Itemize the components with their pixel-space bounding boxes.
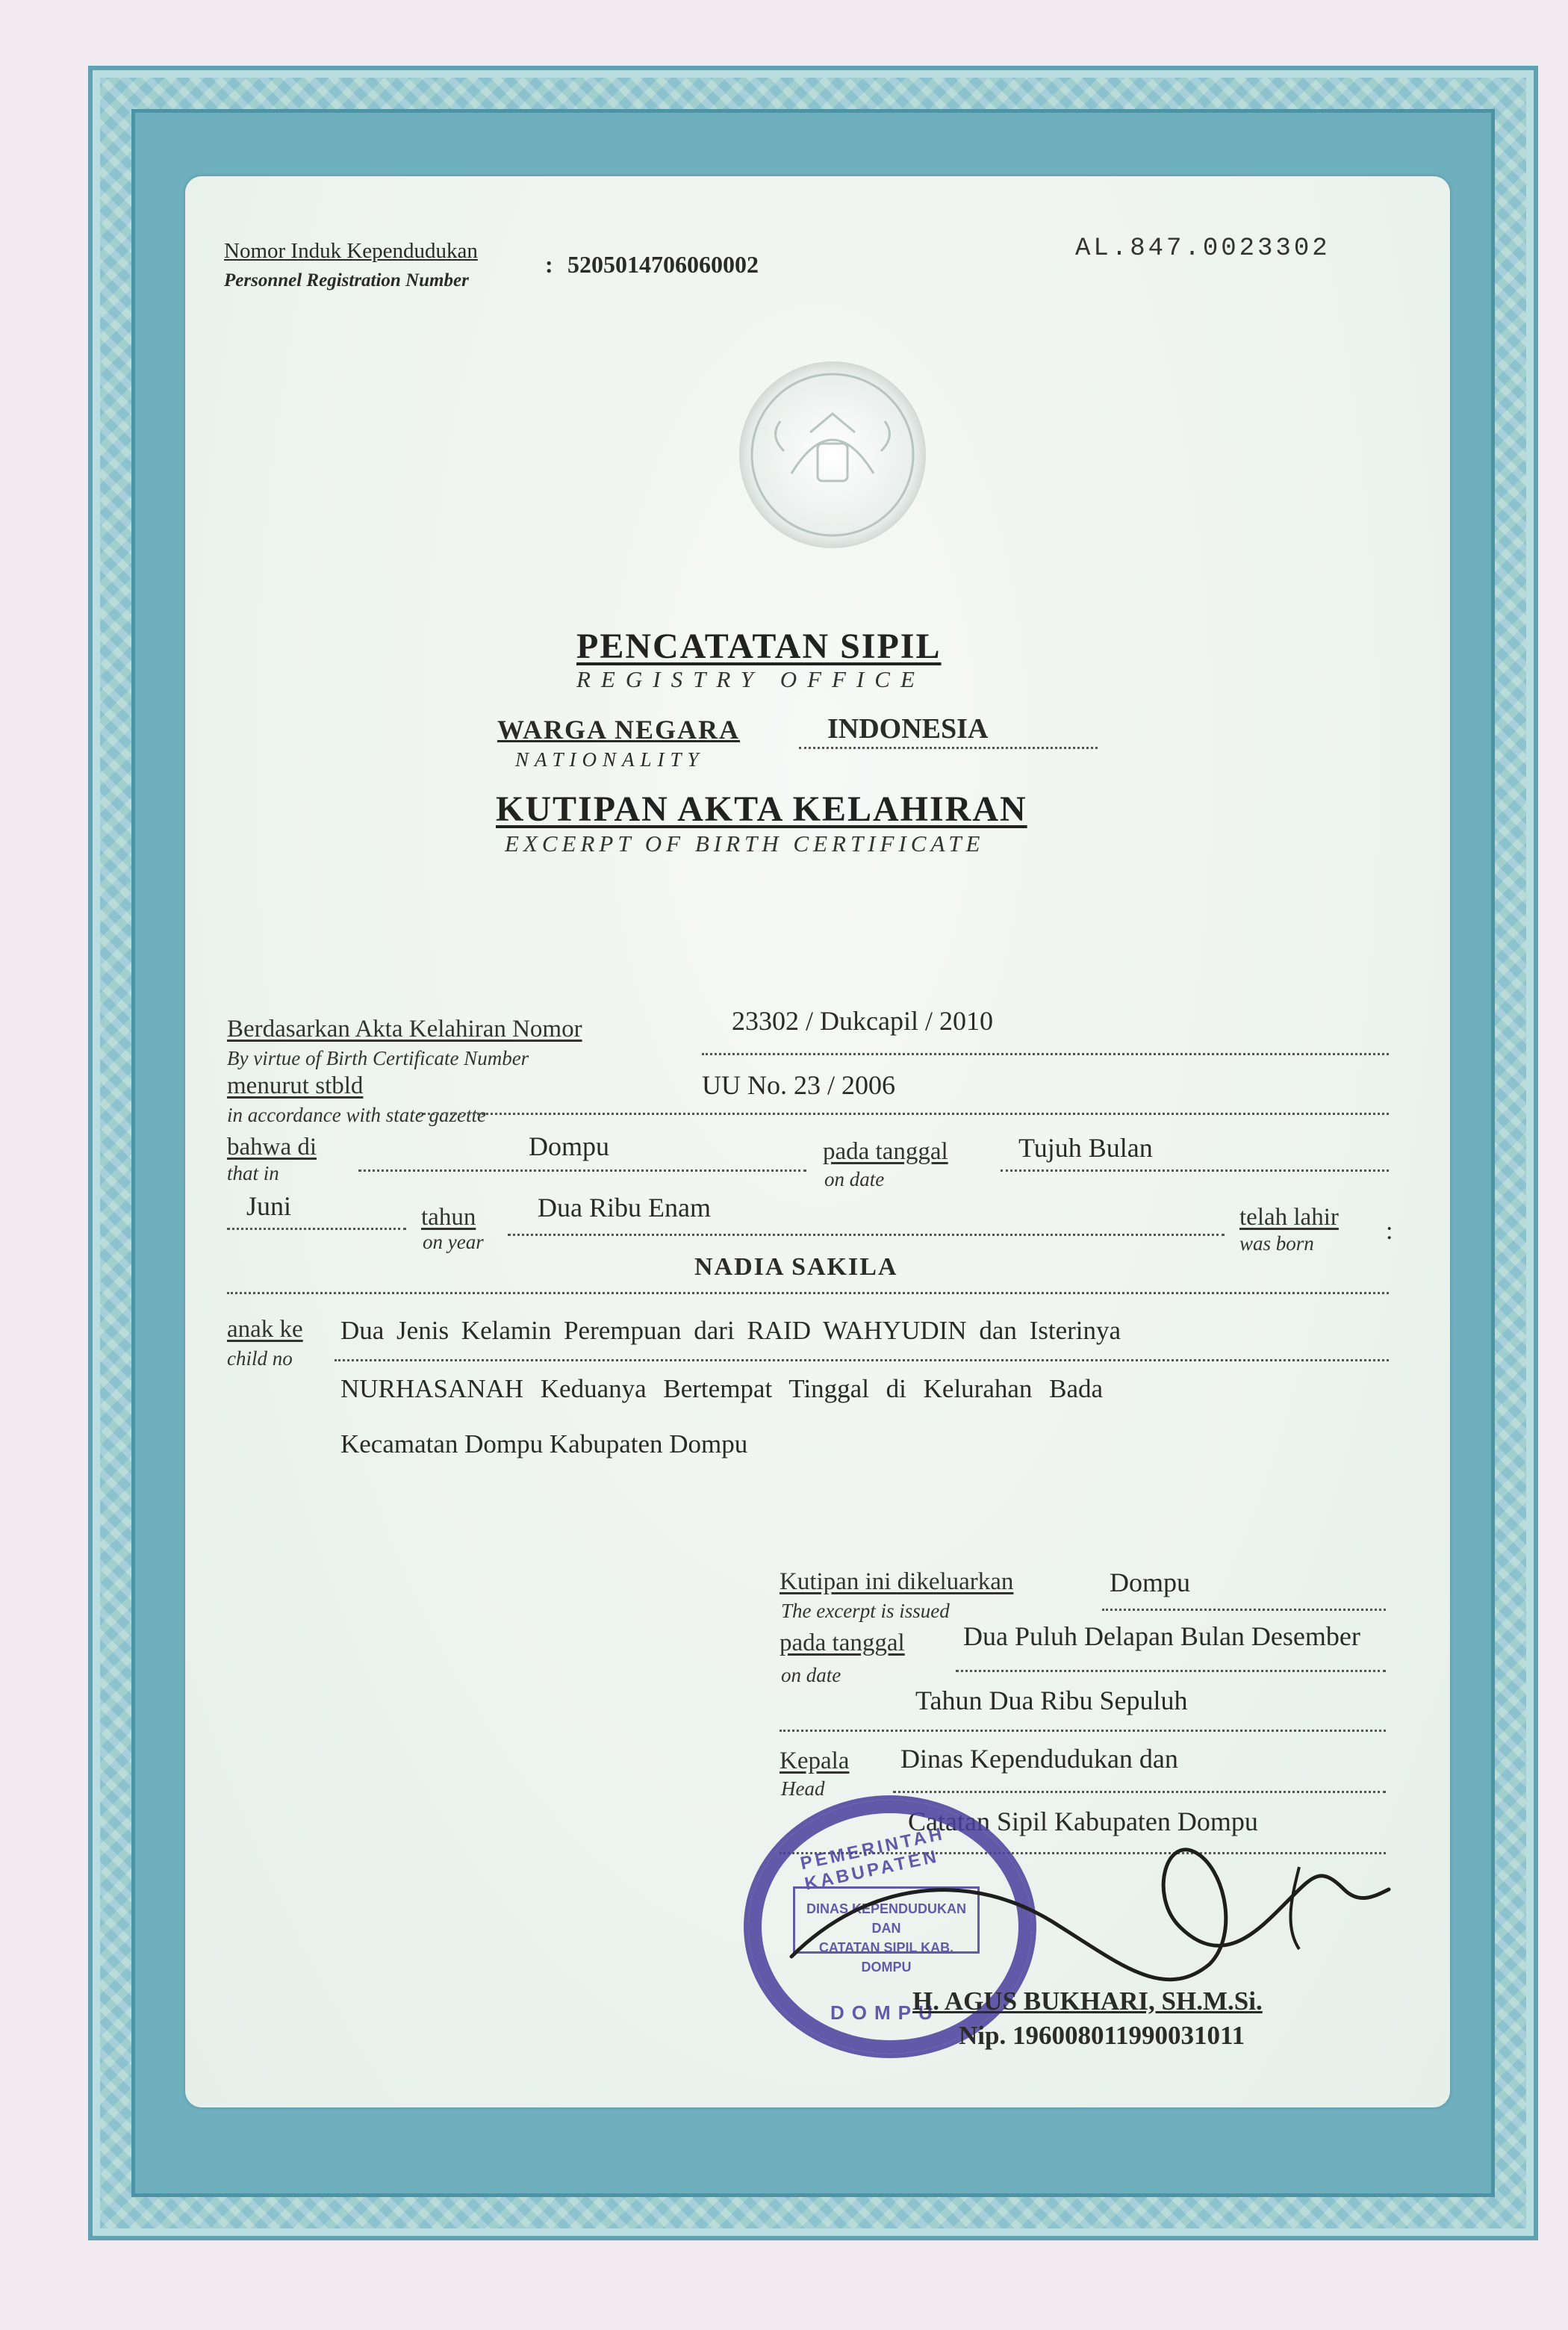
birth-date-value: Tujuh Bulan (1018, 1133, 1153, 1163)
stbld-label: menurut stbld (227, 1072, 364, 1099)
issued-place-dotted-line (1102, 1609, 1386, 1611)
issue-date-dotted-line-2 (780, 1730, 1386, 1732)
year-label-en: on year (423, 1231, 484, 1253)
child-details-line-3: Kecamatan Dompu Kabupaten Dompu (340, 1429, 748, 1458)
issue-date-line-1: Dua Puluh Delapan Bulan Desember (963, 1621, 1360, 1651)
basis-label-en: By virtue of Birth Certificate Number (227, 1047, 529, 1069)
signature-icon (777, 1777, 1419, 2061)
issue-date-label: pada tanggal (780, 1630, 905, 1656)
stamp-inner-line-2: CATATAN SIPIL KAB. DOMPU (818, 1940, 954, 1975)
birth-date-label-en: on date (824, 1168, 885, 1190)
year-label: tahun (421, 1204, 476, 1231)
stbld-label-en: in accordance with state gazette (227, 1104, 486, 1126)
child-name: NADIA SAKILA (694, 1253, 898, 1281)
issue-date-line-2: Tahun Dua Ribu Sepuluh (915, 1686, 1188, 1715)
birth-year-value: Dua Ribu Enam (538, 1193, 711, 1223)
nationality-label: WARGA NEGARA (497, 715, 741, 745)
stamp-inner-line-1: DINAS KEPENDUDUKAN DAN (806, 1901, 966, 1936)
stamp-ring-top-text: PEMERINTAH KABUPATEN (798, 1823, 947, 1895)
child-no-label: anak ke (227, 1316, 303, 1343)
born-label: telah lahir (1239, 1204, 1339, 1231)
basis-dotted-line (702, 1053, 1389, 1055)
child-details-dotted-line (335, 1359, 1389, 1361)
issue-date-label-en: on date (781, 1664, 841, 1686)
basis-label: Berdasarkan Akta Kelahiran Nomor (227, 1016, 582, 1043)
birth-date-dotted-line (1001, 1169, 1389, 1172)
nik-label-en: Personnel Registration Number (224, 270, 469, 291)
basis-value: 23302 / Dukcapil / 2010 (732, 1006, 993, 1036)
place-value: Dompu (529, 1131, 609, 1161)
head-office-line-2: Catatan Sipil Kabupaten Dompu (908, 1806, 1258, 1836)
head-office-line-1: Dinas Kependudukan dan (900, 1744, 1178, 1774)
birth-date-label: pada tanggal (823, 1138, 948, 1165)
issued-label: Kutipan ini dikeluarkan (780, 1568, 1014, 1595)
birth-month-value: Juni (246, 1191, 292, 1221)
official-name: H. AGUS BUKHARI, SH.M.Si. (912, 1986, 1263, 2016)
document-title-en: EXCERPT OF BIRTH CERTIFICATE (505, 830, 985, 857)
head-label-en: Head (781, 1777, 825, 1800)
nationality-label-en: NATIONALITY (515, 748, 705, 771)
issued-label-en: The excerpt is issued (781, 1600, 950, 1622)
nik-value: 5205014706060002 (567, 251, 759, 278)
head-label: Kepala (780, 1748, 850, 1774)
office-title-en: REGISTRY OFFICE (576, 666, 925, 692)
serial-number: AL.847.0023302 (1075, 234, 1331, 263)
child-details-line-2: NURHASANAH Keduanya Bertempat Tinggal di Kelurahan Bada (340, 1374, 1104, 1403)
nationality-dotted-line (799, 747, 1098, 749)
year-dotted-line (508, 1234, 1225, 1236)
office-title: PENCATATAN SIPIL (576, 627, 942, 666)
child-no-label-en: child no (227, 1347, 293, 1370)
embossed-seal-icon (739, 361, 926, 548)
born-label-en: was born (1239, 1232, 1314, 1255)
born-colon: : (1386, 1217, 1393, 1245)
stbld-dotted-line (418, 1113, 1389, 1115)
issue-date-dotted-line-1 (956, 1670, 1386, 1672)
nationality-value: INDONESIA (827, 713, 989, 745)
nik-label: Nomor Induk Kependudukan (224, 239, 478, 263)
place-label: bahwa di (227, 1134, 317, 1161)
place-label-en: that in (227, 1162, 279, 1184)
document-title: KUTIPAN AKTA KELAHIRAN (496, 789, 1027, 829)
stbld-value: UU No. 23 / 2006 (702, 1070, 895, 1100)
stamp-ring-bottom-text: DOMPU (830, 2001, 940, 2024)
child-name-dotted-line (227, 1292, 1389, 1294)
issued-place-value: Dompu (1110, 1568, 1190, 1597)
nik-separator: : (545, 251, 553, 278)
official-nip: Nip. 196008011990031011 (959, 2021, 1245, 2050)
child-details-line-1: Dua Jenis Kelamin Perempuan dari RAID WAHYUDIN dan Isterinya (340, 1316, 1121, 1345)
month-dotted-line (227, 1228, 406, 1230)
place-dotted-line (358, 1169, 806, 1172)
